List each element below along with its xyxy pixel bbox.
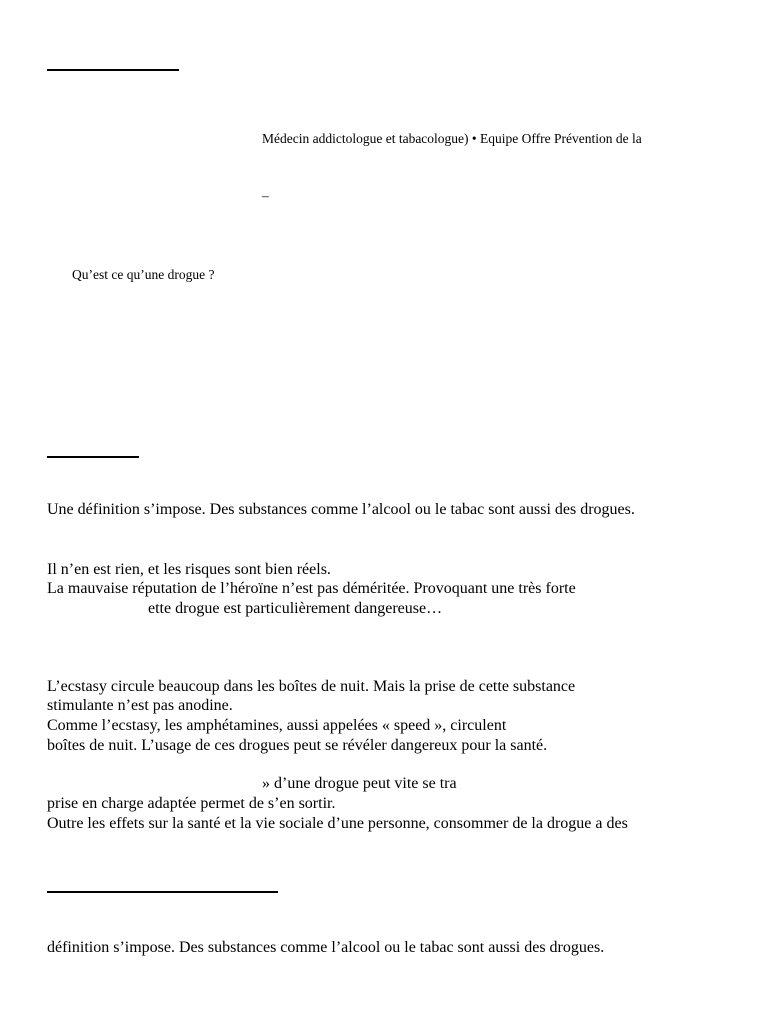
- paragraph-line: La mauvaise réputation de l’héroïne n’est pas déméritée. Provoquant une très forte: [47, 580, 576, 597]
- paragraph-line: définition s’impose. Des substances comme l’alcool ou le tabac sont aussi des drogues.: [47, 939, 605, 956]
- paragraph-line: Une définition s’impose. Des substances comme l’alcool ou le tabac sont aussi des drogues.: [47, 501, 635, 518]
- paragraph-line: boîtes de nuit. L’usage de ces drogues peut se révéler dangereux pour la santé.: [47, 737, 548, 754]
- section1-divider: [47, 456, 139, 458]
- paragraph-line: » d’une drogue peut vite se tra: [262, 775, 457, 792]
- paragraph-line: Comme l’ecstasy, les amphétamines, aussi appelées « speed », circulent: [47, 717, 507, 734]
- paragraph-line: stimulante n’est pas anodine.: [47, 697, 233, 714]
- section2-divider: [47, 891, 278, 893]
- top-divider: [47, 69, 179, 71]
- paragraph-line: prise en charge adaptée permet de s’en sortir.: [47, 795, 336, 812]
- intro-question: Qu’est ce qu’une drogue ?: [72, 267, 215, 282]
- paragraph-line: Il n’en est rien, et les risques sont bien réels.: [47, 561, 331, 578]
- author-line: Médecin addictologue et tabacologue) • Equipe Offre Prévention de la: [262, 131, 642, 146]
- header-dash: –: [262, 188, 269, 203]
- paragraph-line: L’ecstasy circule beaucoup dans les boîtes de nuit. Mais la prise de cette substance: [47, 678, 576, 695]
- paragraph-line: Outre les effets sur la santé et la vie sociale d’une personne, consommer de la drogue a des: [47, 815, 628, 832]
- paragraph-line: ette drogue est particulièrement dangereuse…: [148, 600, 443, 617]
